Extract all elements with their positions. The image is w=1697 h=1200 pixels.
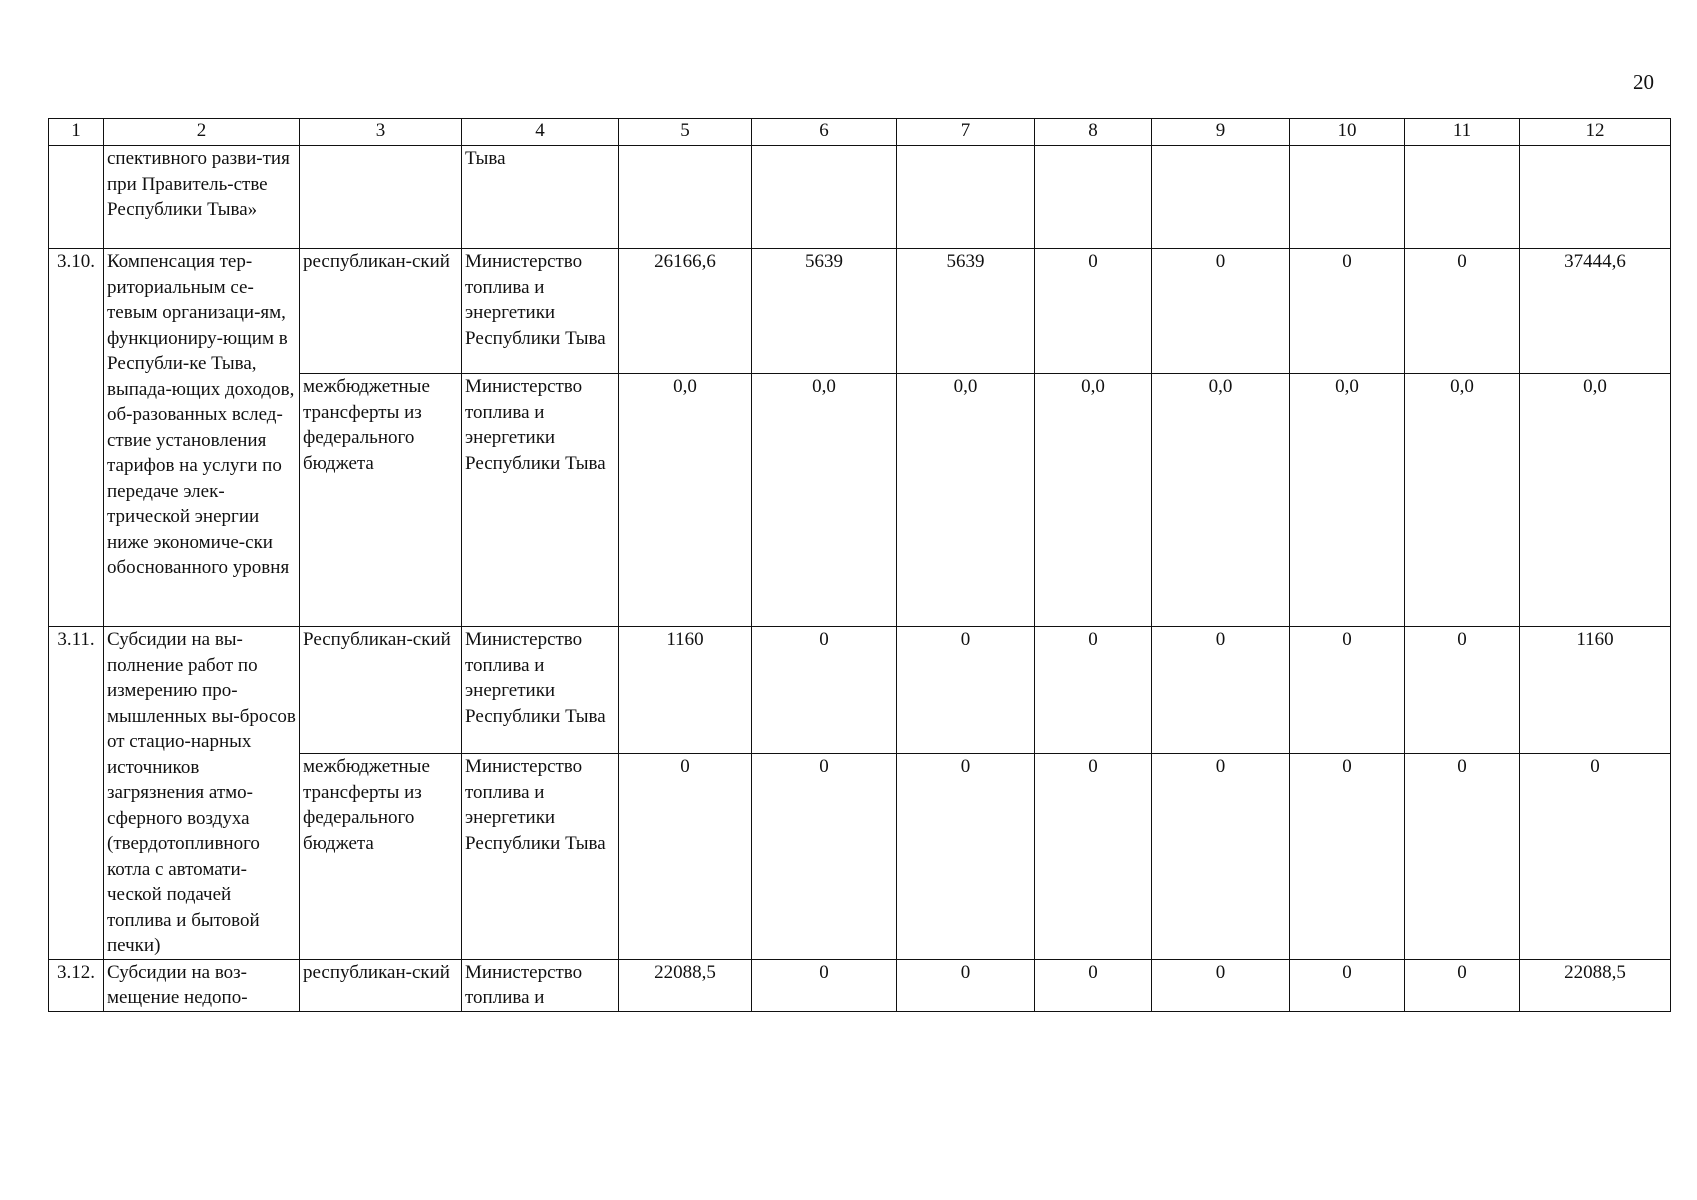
value-cell [1520, 146, 1671, 249]
value-cell: 0 [1520, 754, 1671, 959]
value-cell: 0 [1035, 627, 1152, 754]
value-cell: 0 [897, 754, 1035, 959]
value-cell [897, 146, 1035, 249]
row-code: 3.10. [49, 249, 104, 627]
value-cell: 22088,5 [619, 959, 752, 1011]
column-number: 12 [1520, 119, 1671, 146]
value-cell: 0 [1290, 249, 1405, 374]
measure-name-cell: Компенсация тер-риториальным се-тевым организаци-ям, функциониру-ющим в Республи-ке Тыва, выпада-ющих доходов, об-разованных вслед-ствие установления тарифов на услуги по передаче элек-трической энергии ниже экономиче-ски обоснованного уровня [104, 249, 300, 627]
source-cell: республикан-ский [300, 249, 462, 374]
value-cell: 0 [619, 754, 752, 959]
value-cell: 1160 [619, 627, 752, 754]
value-cell: 22088,5 [1520, 959, 1671, 1011]
value-cell: 0 [752, 627, 897, 754]
value-cell: 0,0 [897, 374, 1035, 627]
measure-name-cell: Субсидии на вы-полнение работ по измерению про-мышленных вы-бросов от стацио-нарных источников загрязнения атмо-сферного воздуха (твердотопливного котла с автомати-ческой подачей топлива и бытовой печки) [104, 627, 300, 960]
value-cell: 37444,6 [1520, 249, 1671, 374]
value-cell: 0,0 [752, 374, 897, 627]
column-number: 8 [1035, 119, 1152, 146]
value-cell: 0 [1035, 754, 1152, 959]
source-cell: республикан-ский [300, 959, 462, 1011]
value-cell: 1160 [1520, 627, 1671, 754]
table-row [49, 249, 1671, 374]
column-number: 10 [1290, 119, 1405, 146]
measure-name-cell: Субсидии на воз-мещение недопо- [104, 959, 300, 1011]
column-number: 11 [1405, 119, 1520, 146]
value-cell: 0 [1152, 627, 1290, 754]
value-cell: 0,0 [1290, 374, 1405, 627]
code-cell [49, 146, 104, 249]
source-cell: Республикан-ский [300, 627, 462, 754]
value-cell: 0,0 [1520, 374, 1671, 627]
value-cell: 0 [752, 959, 897, 1011]
value-cell: 5639 [752, 249, 897, 374]
value-cell: 0 [897, 627, 1035, 754]
value-cell: 0 [1152, 249, 1290, 374]
column-number: 6 [752, 119, 897, 146]
value-cell [1290, 146, 1405, 249]
row-code: 3.11. [49, 627, 104, 960]
column-number: 9 [1152, 119, 1290, 146]
column-number: 3 [300, 119, 462, 146]
value-cell [619, 146, 752, 249]
column-number: 2 [104, 119, 300, 146]
measure-name-cell: спективного разви-тия при Правитель-стве Республики Тыва» [104, 146, 300, 249]
value-cell: 0 [1405, 754, 1520, 959]
executor-cell: Министерство топлива и [462, 959, 619, 1011]
value-cell: 0 [752, 754, 897, 959]
value-cell: 0 [1290, 959, 1405, 1011]
column-number: 4 [462, 119, 619, 146]
value-cell: 0,0 [619, 374, 752, 627]
source-cell: межбюджетные трансферты из федерального бюджета [300, 374, 462, 627]
value-cell [1152, 146, 1290, 249]
column-number-row [49, 119, 1671, 146]
executor-cell: Министерство топлива и энергетики Республики Тыва [462, 754, 619, 959]
value-cell [1405, 146, 1520, 249]
executor-cell: Министерство топлива и энергетики Республики Тыва [462, 249, 619, 374]
page-number: 20 [1633, 70, 1654, 94]
value-cell [752, 146, 897, 249]
value-cell: 0 [1152, 754, 1290, 959]
column-number: 5 [619, 119, 752, 146]
value-cell: 0,0 [1405, 374, 1520, 627]
value-cell: 0 [897, 959, 1035, 1011]
value-cell: 0,0 [1152, 374, 1290, 627]
value-cell: 0 [1152, 959, 1290, 1011]
budget-table [48, 118, 1671, 1012]
source-cell: межбюджетные трансферты из федерального бюджета [300, 754, 462, 959]
value-cell: 0 [1290, 754, 1405, 959]
value-cell: 0 [1405, 959, 1520, 1011]
value-cell: 26166,6 [619, 249, 752, 374]
value-cell: 0 [1035, 959, 1152, 1011]
column-number: 7 [897, 119, 1035, 146]
value-cell: 0 [1405, 627, 1520, 754]
value-cell [1035, 146, 1152, 249]
value-cell: 5639 [897, 249, 1035, 374]
table-row [49, 959, 1671, 1011]
column-number: 1 [49, 119, 104, 146]
value-cell: 0,0 [1035, 374, 1152, 627]
value-cell: 0 [1290, 627, 1405, 754]
executor-cell: Тыва [462, 146, 619, 249]
executor-cell: Министерство топлива и энергетики Республики Тыва [462, 627, 619, 754]
table-row-continued [49, 146, 1671, 249]
value-cell: 0 [1405, 249, 1520, 374]
value-cell: 0 [1035, 249, 1152, 374]
source-cell [300, 146, 462, 249]
executor-cell: Министерство топлива и энергетики Республики Тыва [462, 374, 619, 627]
row-code: 3.12. [49, 959, 104, 1011]
table-row [49, 627, 1671, 754]
